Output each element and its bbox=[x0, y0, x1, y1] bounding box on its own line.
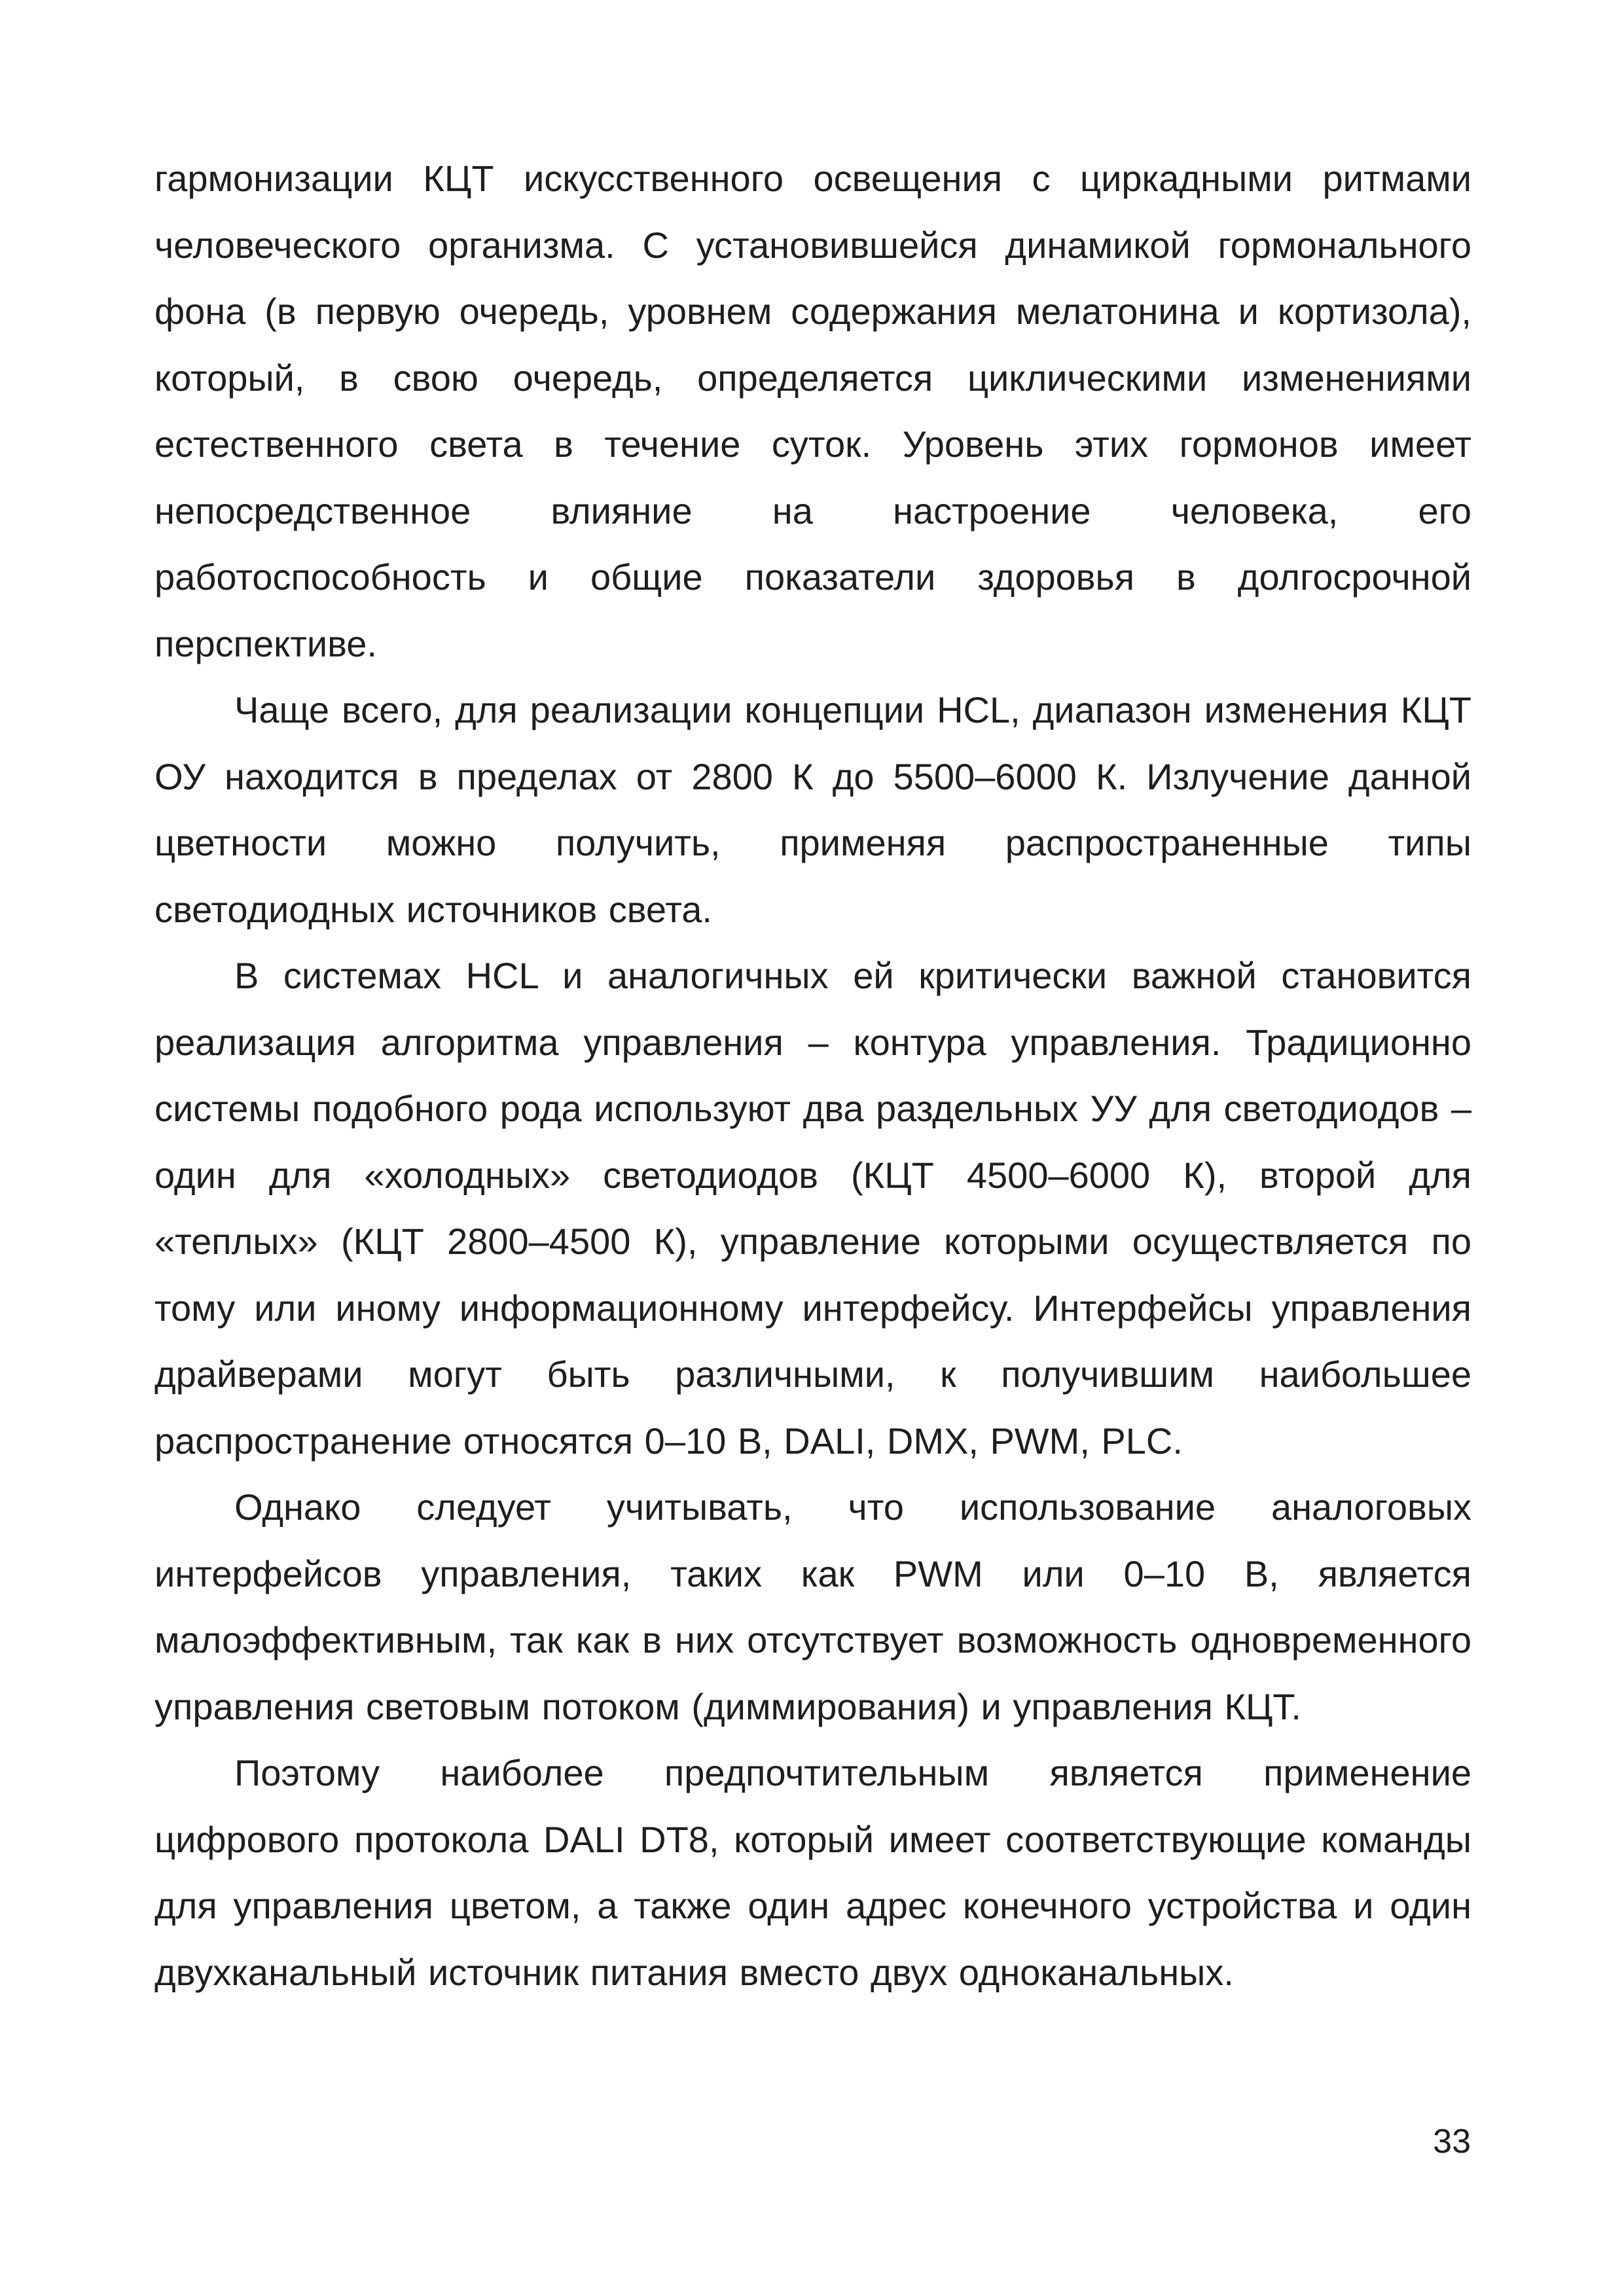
paragraph-control-systems: В системах HCL и аналогичных ей критически важной становится реализация алгоритма управления – контура управления. Традиционно системы подобного рода используют два раздельных УУ для светодиодов – один для «холодных» светодиодов (КЦТ 4500–6000 К), второй для «теплых» (КЦТ 2800–4500 К), управление которыми осуществляется по тому или иному информационному интерфейсу. Интерфейсы управления драйверами могут быть различными, к получившим наибольшее распространение относятся 0–10 В, DALI, DMX, PWM, PLC. bbox=[154, 955, 1471, 1462]
paragraph-hcl-range: Чаще всего, для реализации концепции HCL, диапазон изменения КЦТ ОУ находится в пределах от 2800 К до 5500–6000 К. Излучение данной цветности можно получить, применяя распространенные типы светодиодных источников света. bbox=[154, 689, 1471, 930]
paragraph-analog-interfaces: Однако следует учитывать, что использование аналоговых интерфейсов управления, таких как PWM или 0–10 В, является малоэффективным, так как в них отсутствует возможность одновременного управления световым потоком (диммирования) и управления КЦТ. bbox=[154, 1486, 1471, 1727]
paragraph-continuation: гармонизации КЦТ искусственного освещения с циркадными ритмами человеческого организма. С установившейся динамикой гормонального фона (в первую очередь, уровнем содержания мелатонина и кортизола), который, в свою очередь, определяется циклическими изменениями естественного света в течение суток. Уровень этих гормонов имеет непосредственное влияние на настроение человека, его работоспособность и общие показатели здоровья в долгосрочной перспективе. bbox=[154, 158, 1471, 664]
page-number: 33 bbox=[1433, 2123, 1471, 2161]
paragraph-dali-dt8: Поэтому наиболее предпочтительным является применение цифрового протокола DALI DT8, который имеет соответствующие команды для управления цветом, а также один адрес конечного устройства и один двухканальный источник питания вместо двух одноканальных. bbox=[154, 1752, 1471, 1993]
body-text bbox=[154, 145, 1471, 2005]
